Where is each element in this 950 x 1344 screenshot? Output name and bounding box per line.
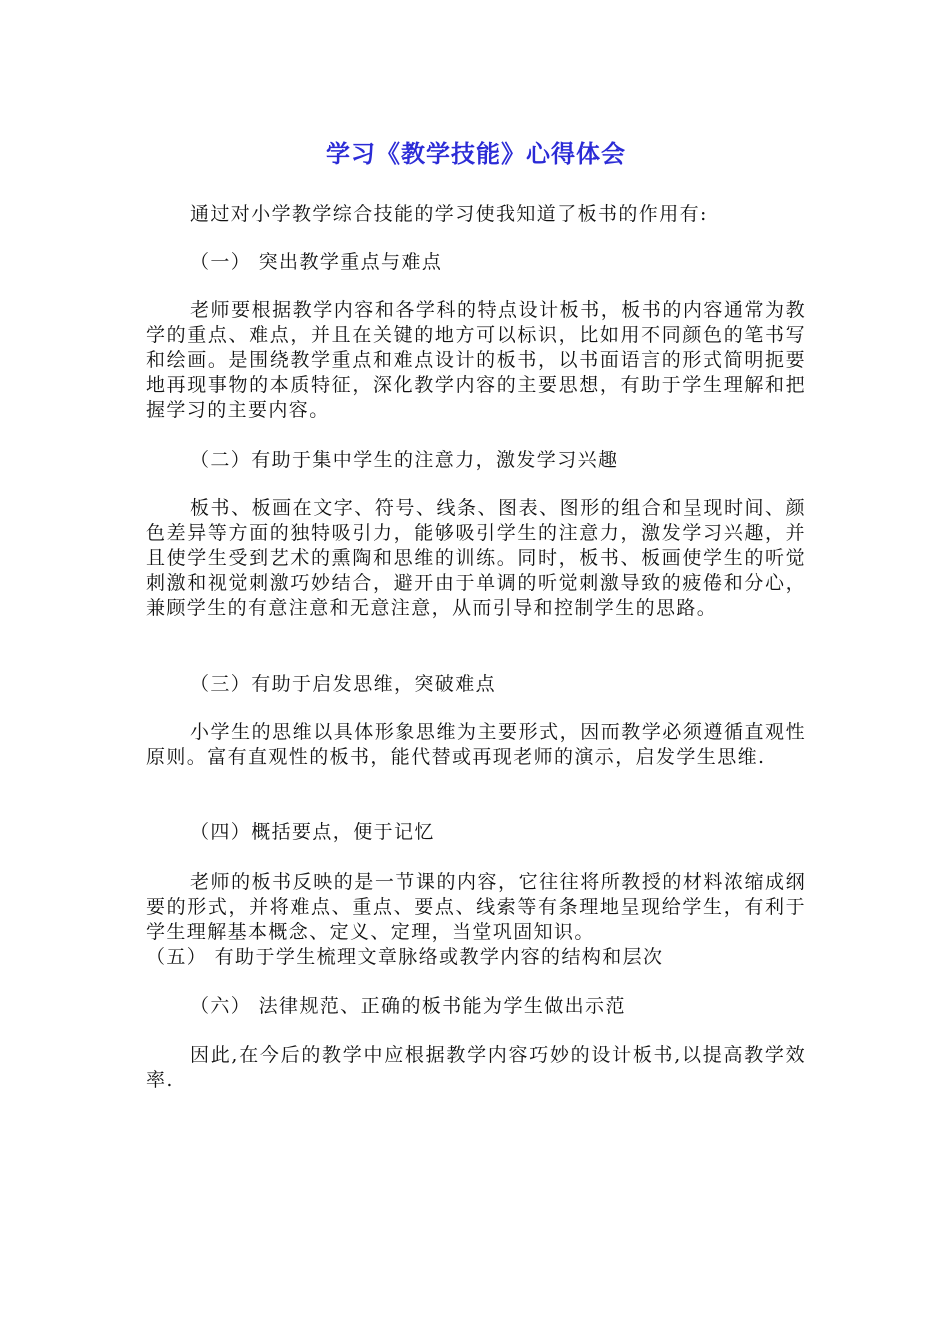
- section-heading-4: （四）概括要点，便于记忆: [190, 821, 435, 843]
- section-body-4: 老师的板书反映的是一节课的内容，它往往将所教授的材料浓缩成纲要的形式，并将难点、重点、要点、线索等有条理地呈现给学生，有利于学生理解基本概念、定义、定理，当堂巩固知识。: [146, 871, 806, 943]
- section-heading-1: （一） 突出教学重点与难点: [190, 251, 443, 273]
- section-body-3: 小学生的思维以具体形象思维为主要形式，因而教学必须遵循直观性原则。富有直观性的板书，能代替或再现老师的演示，启发学生思维.: [146, 721, 806, 768]
- section-heading-6: （六） 法律规范、正确的板书能为学生做出示范: [190, 995, 626, 1017]
- conclusion-paragraph: 因此,在今后的教学中应根据教学内容巧妙的设计板书,以提高教学效率.: [146, 1044, 806, 1091]
- section-body-2: 板书、板画在文字、符号、线条、图表、图形的组合和呈现时间、颜色差异等方面的独特吸引力，能够吸引学生的注意力，激发学习兴趣，并且使学生受到艺术的熏陶和思维的训练。同时，板书、板画使学生的听觉刺激和视觉刺激巧妙结合，避开由于单调的听觉刺激导致的疲倦和分心，兼顾学生的有意注意和无意注意，从而引导和控制学生的思路。: [146, 497, 806, 619]
- document-title: 学习《教学技能》心得体会: [326, 140, 626, 168]
- section-heading-3: （三）有助于启发思维，突破难点: [190, 673, 497, 695]
- intro-paragraph: 通过对小学教学综合技能的学习使我知道了板书的作用有:: [190, 203, 708, 225]
- section-heading-5: （五） 有助于学生梳理文章脉络或教学内容的结构和层次: [146, 946, 664, 968]
- section-body-1: 老师要根据教学内容和各学科的特点设计板书，板书的内容通常为教学的重点、难点，并且在关键的地方可以标识，比如用不同颜色的笔书写和绘画。是围绕教学重点和难点设计的板书，以书面语言的形式简明扼要地再现事物的本质特征，深化教学内容的主要思想，有助于学生理解和把握学习的主要内容。: [146, 299, 806, 421]
- section-heading-2: （二）有助于集中学生的注意力，激发学习兴趣: [190, 449, 619, 471]
